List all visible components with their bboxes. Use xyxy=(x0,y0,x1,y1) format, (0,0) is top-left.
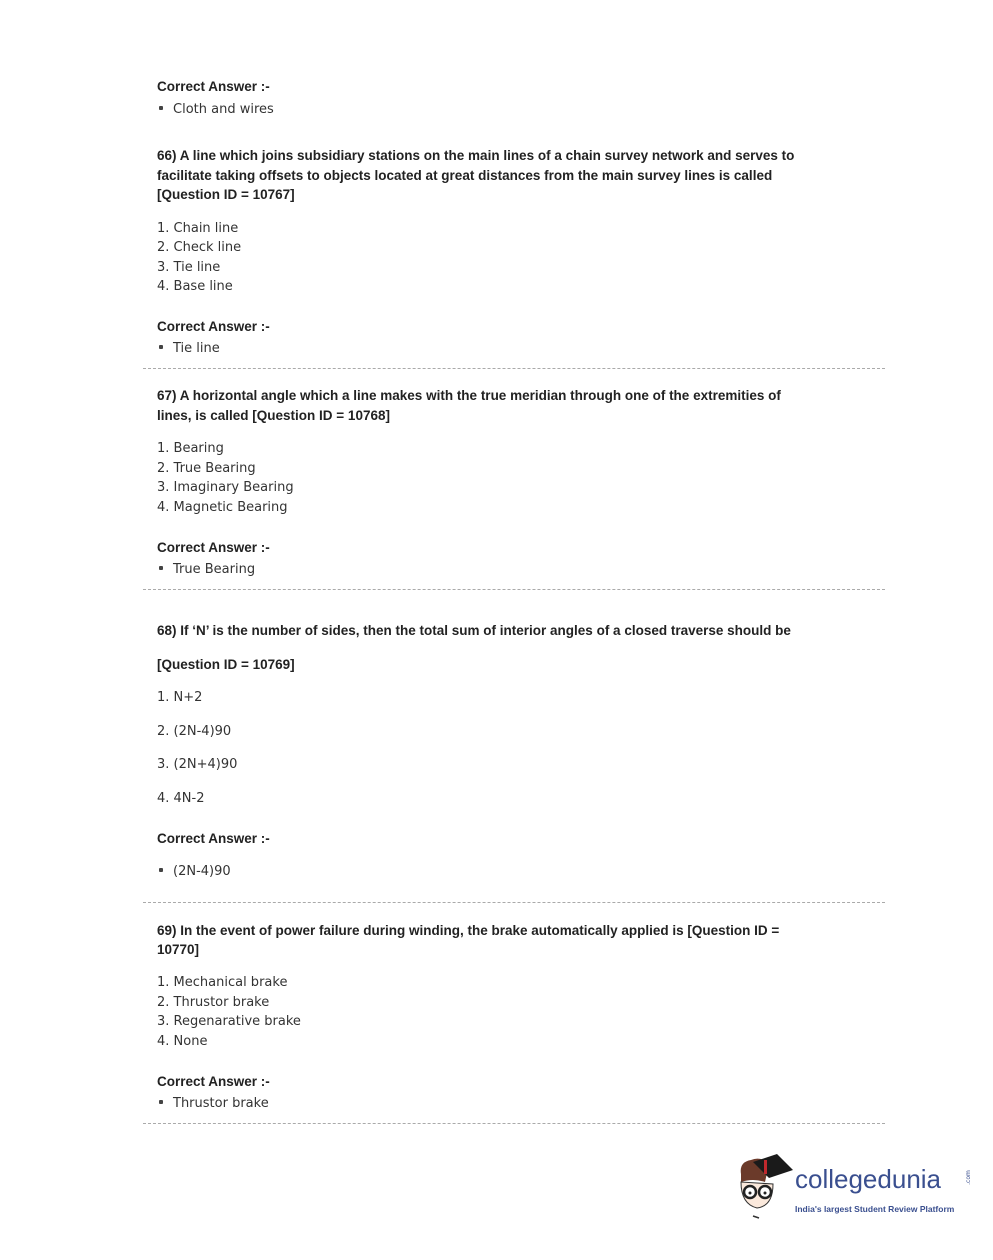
option: 4. None xyxy=(157,1034,208,1049)
option: 1. Mechanical brake xyxy=(157,975,288,990)
answer-text: True Bearing xyxy=(173,562,256,577)
question-line: 66) A line which joins subsidiary stations on the main lines of a chain survey network and serves to xyxy=(157,148,795,163)
collegedunia-logo xyxy=(735,1152,985,1224)
correct-answer-label: Correct Answer :- xyxy=(157,79,270,94)
option: 2. True Bearing xyxy=(157,461,256,476)
correct-answer-label: Correct Answer :- xyxy=(157,831,270,846)
option: 1. Bearing xyxy=(157,441,224,456)
question-line: 69) In the event of power failure during winding, the brake automatically applied is [Question ID = xyxy=(157,923,780,938)
option: 4. Base line xyxy=(157,279,233,294)
bullet-icon xyxy=(159,868,163,872)
correct-answer xyxy=(157,560,255,580)
question-id: [Question ID = 10769] xyxy=(157,657,295,672)
bullet-icon xyxy=(159,345,163,349)
correct-answer xyxy=(157,100,274,120)
question-id: [Question ID = 10767] xyxy=(157,187,295,202)
answer-text: Thrustor brake xyxy=(173,1096,269,1111)
option: 2. Check line xyxy=(157,240,242,255)
question-line: lines, is called [Question ID = 10768] xyxy=(157,408,390,423)
option: 2. Thrustor brake xyxy=(157,995,270,1010)
question-id: 10770] xyxy=(157,942,200,957)
divider xyxy=(143,368,885,369)
option: 1. Chain line xyxy=(157,221,239,236)
option: 3. Imaginary Bearing xyxy=(157,480,294,495)
bullet-icon xyxy=(159,566,163,570)
option: 1. N+2 xyxy=(157,690,203,705)
logo-tagline: India's largest Student Review Platform xyxy=(795,1204,955,1214)
bullet-icon xyxy=(159,1100,163,1104)
option: 4. 4N-2 xyxy=(157,791,205,806)
question-line: facilitate taking offsets to objects located at great distances from the main survey lines is called xyxy=(157,168,773,183)
answer-text: Tie line xyxy=(173,341,220,356)
option: 3. Regenarative brake xyxy=(157,1014,301,1029)
correct-answer xyxy=(157,1094,269,1114)
option: 3. Tie line xyxy=(157,260,221,275)
divider xyxy=(143,1123,885,1124)
logo-wordmark: collegedunia xyxy=(795,1164,942,1194)
correct-answer-label: Correct Answer :- xyxy=(157,540,270,555)
correct-answer xyxy=(157,862,231,882)
option: 3. (2N+4)90 xyxy=(157,757,238,772)
option: 2. (2N-4)90 xyxy=(157,724,232,739)
divider xyxy=(143,902,885,903)
answer-text: (2N-4)90 xyxy=(173,864,231,879)
correct-answer xyxy=(157,339,220,359)
logo-suffix: .com xyxy=(964,1170,972,1185)
correct-answer-label: Correct Answer :- xyxy=(157,319,270,334)
answer-text: Cloth and wires xyxy=(173,102,274,117)
correct-answer-label: Correct Answer :- xyxy=(157,1074,270,1089)
question-line: 67) A horizontal angle which a line makes with the true meridian through one of the extremities of xyxy=(157,388,781,403)
mascot-icon xyxy=(735,1152,795,1224)
divider xyxy=(143,589,885,590)
question-line: 68) If ‘N’ is the number of sides, then the total sum of interior angles of a closed traverse should be xyxy=(157,623,791,638)
option: 4. Magnetic Bearing xyxy=(157,500,288,515)
bullet-icon xyxy=(159,106,163,110)
